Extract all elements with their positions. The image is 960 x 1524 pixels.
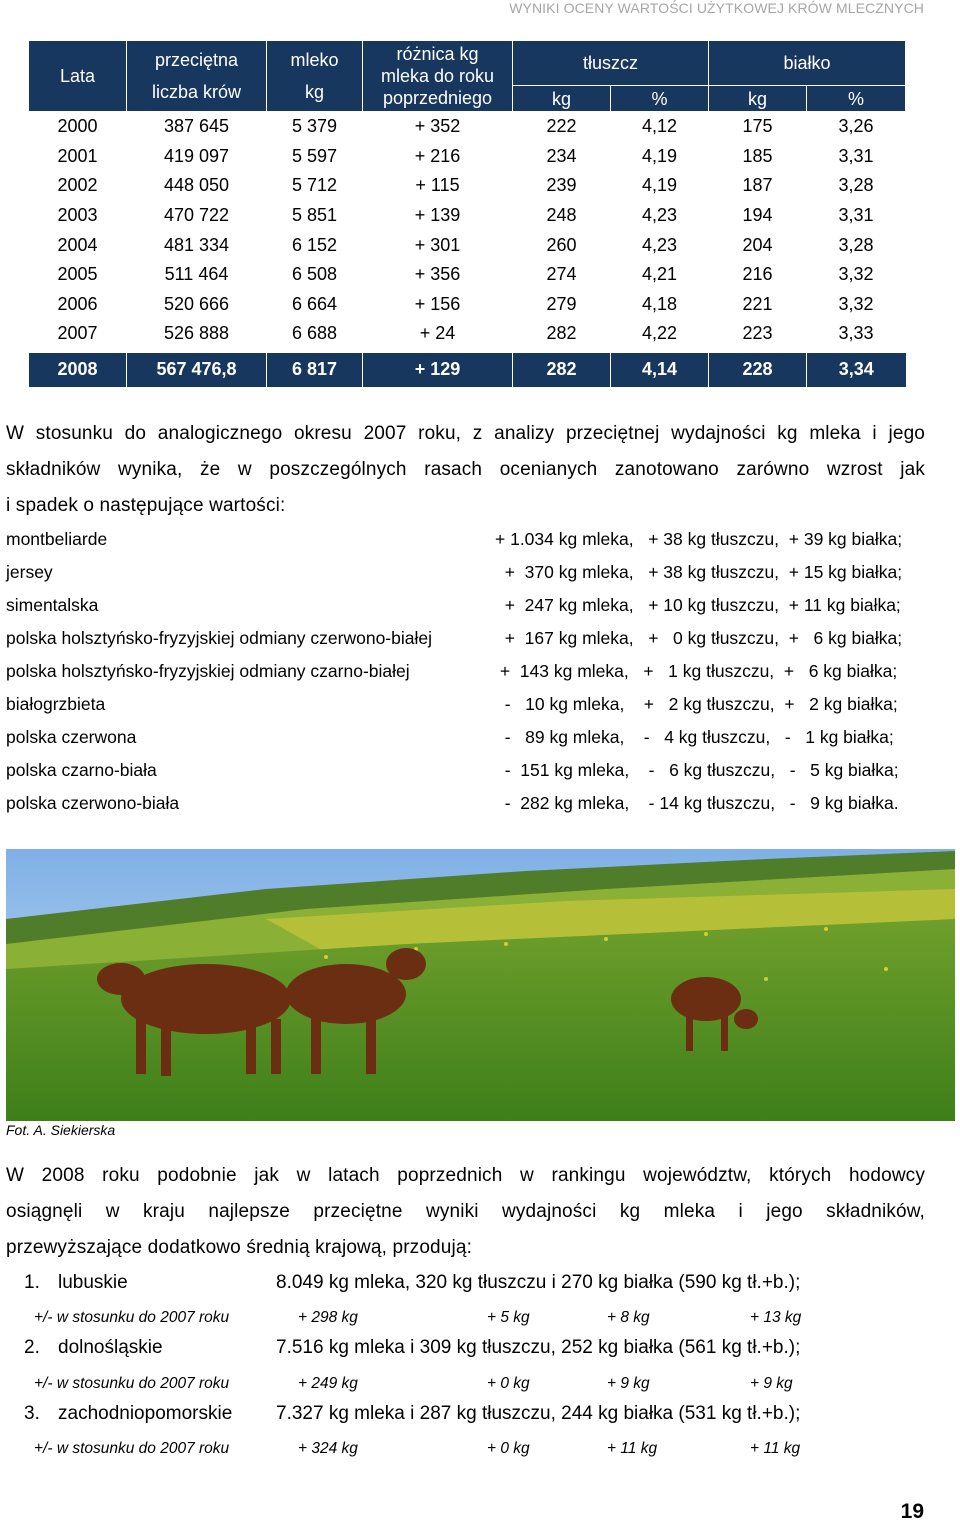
breed-values: + 370 kg mleka, + 38 kg tłuszczu, + 15 kg białka; (495, 562, 903, 582)
ranking-region: zachodniopomorskie (58, 1403, 233, 1424)
delta-fat-protein: + 11 kg (750, 1440, 801, 1457)
table-cell: 481 334 (163, 234, 230, 255)
table-cell: + 129 (363, 353, 513, 387)
table-cell: 221 (742, 293, 773, 314)
table-cell: 4,14 (611, 353, 709, 387)
table-cell: 5 597 (291, 145, 338, 166)
table-cell: + 139 (414, 205, 461, 226)
breed-name: polska holsztyńsko-fryzyjskiej odmiany czerwono-białej (6, 628, 432, 648)
breed-row (6, 523, 946, 556)
breed-values: - 151 kg mleka, - 6 kg tłuszczu, - 5 kg białka; (495, 760, 899, 780)
table-cell: + 115 (415, 175, 460, 196)
breed-values: - 89 kg mleka, - 4 kg tłuszczu, - 1 kg białka; (495, 727, 894, 747)
paragraph-ranking-line: W 2008 roku podobnie jak w latach poprzednich w rankingu województw, których hodowcy (6, 1165, 925, 1186)
breed-values: + 247 kg mleka, + 10 kg tłuszczu, + 11 kg białka; (495, 595, 901, 615)
table-cell: 387 645 (163, 116, 230, 137)
delta-label: +/- w stosunku do 2007 roku (34, 1375, 230, 1392)
table-cell: 6 152 (291, 234, 338, 255)
breed-values: - 10 kg mleka, + 2 kg tłuszczu, + 2 kg białka; (495, 694, 898, 714)
delta-label: +/- w stosunku do 2007 roku (34, 1440, 230, 1457)
table-cell: 234 (546, 145, 577, 166)
breed-row (6, 655, 946, 688)
table-cell: 5 851 (291, 205, 338, 226)
table-cell: 2006 (57, 293, 98, 314)
table-cell: 6 688 (291, 323, 338, 344)
header-fat-pct: % (611, 86, 709, 112)
breed-row (6, 721, 946, 754)
table-cell: 3,32 (838, 264, 874, 285)
table-cell: 3,31 (838, 145, 874, 166)
breed-values: + 1.034 kg mleka, + 38 kg tłuszczu, + 39 kg białka; (495, 529, 903, 549)
table-cell: 4,23 (641, 234, 678, 255)
delta-protein: + 8 kg (607, 1309, 650, 1326)
table-cell: 239 (546, 175, 577, 196)
paragraph-intro (6, 416, 925, 524)
breed-name: montbeliarde (6, 529, 108, 549)
breed-name: polska czarno-biała (6, 760, 157, 780)
header-protein-kg: kg (709, 86, 807, 112)
header-cow-count (127, 41, 267, 112)
table-cell: 5 379 (291, 116, 338, 137)
table-cell: + 216 (414, 145, 461, 166)
table-cell: 248 (546, 205, 577, 226)
cows-photo (6, 849, 955, 1121)
delta-fat: + 5 kg (487, 1309, 530, 1326)
table-cell: 419 097 (163, 145, 230, 166)
paragraph-ranking-line: osiągnęli w kraju najlepsze przeciętne wyniki wydajności kg mleka i jego składników, (6, 1201, 925, 1222)
table-cell: 526 888 (163, 323, 230, 344)
header-cow-count-top: przeciętna (154, 50, 239, 70)
table-cell: 222 (546, 116, 577, 137)
breed-name: polska czerwono-biała (6, 793, 180, 813)
table-cell: 2008 (29, 353, 127, 387)
table-row-2008 (29, 353, 906, 387)
header-milk-top: mleko (290, 50, 339, 70)
delta-milk: + 298 kg (298, 1309, 358, 1326)
breed-name: polska czerwona (6, 727, 137, 747)
table-row (29, 290, 906, 320)
table-cell: 6 508 (291, 264, 338, 285)
table-cell: 2003 (57, 205, 98, 226)
table-cell: 2002 (57, 175, 98, 196)
table-row (29, 201, 906, 231)
table-cell: 3,32 (838, 293, 874, 314)
table-cell: 3,26 (838, 116, 874, 137)
ranking-description: 7.327 kg mleka i 287 kg tłuszczu, 244 kg białka (531 kg tł.+b.); (276, 1403, 801, 1424)
table-cell: 5 712 (291, 175, 338, 196)
header-protein: białko (709, 41, 906, 86)
breed-name: jersey (6, 562, 53, 582)
header-years: Lata (29, 41, 127, 112)
delta-fat-protein: + 13 kg (750, 1309, 802, 1326)
ranking-description: 8.049 kg mleka, 320 kg tłuszczu i 270 kg białka (590 kg tł.+b.); (276, 1272, 801, 1293)
table-cell: 216 (742, 264, 773, 285)
table-cell: 175 (742, 116, 773, 137)
header-milk-bottom: kg (304, 82, 324, 102)
delta-milk: + 249 kg (298, 1375, 358, 1392)
table-row (29, 260, 906, 290)
breed-name: simentalska (6, 595, 99, 615)
paragraph-ranking-line: przewyższające dodatkowo średnią krajową, przodują: (6, 1237, 472, 1258)
table-cell: 2007 (57, 323, 98, 344)
paragraph-intro-line: W stosunku do analogicznego okresu 2007 roku, z analizy przeciętnej wydajności kg mleka i jego (6, 423, 925, 444)
breed-name: polska holsztyńsko-fryzyjskiej odmiany czarno-białej (6, 661, 410, 681)
ranking-number: 2. (24, 1337, 40, 1358)
ranking-number: 3. (24, 1403, 40, 1424)
table-row (29, 319, 906, 349)
breed-row (6, 589, 946, 622)
table-cell: 185 (742, 145, 773, 166)
table-cell: 260 (546, 234, 577, 255)
table-cell: 282 (513, 353, 611, 387)
breed-row (6, 688, 946, 721)
table-cell: 6 664 (291, 293, 338, 314)
table-cell: 448 050 (163, 175, 230, 196)
page-number: 19 (900, 1500, 924, 1523)
paragraph-intro-line: składników wynika, że w poszczególnych rasach ocenianych zanotowano zarówno wzrost jak (6, 459, 925, 480)
delta-protein: + 11 kg (607, 1440, 658, 1457)
table-cell: 2000 (57, 116, 98, 137)
table-cell: 3,33 (838, 323, 874, 344)
ranking-number: 1. (24, 1272, 40, 1293)
header-fat: tłuszcz (513, 41, 709, 86)
table-cell: 4,23 (641, 205, 678, 226)
table-cell: 2004 (57, 234, 98, 255)
table-cell: 279 (546, 293, 577, 314)
table-cell: 228 (709, 353, 807, 387)
delta-fat: + 0 kg (487, 1440, 530, 1457)
breed-row (6, 787, 946, 820)
breed-values: + 167 kg mleka, + 0 kg tłuszczu, + 6 kg białka; (495, 628, 903, 648)
table-cell: 4,21 (641, 264, 678, 285)
ranking-region: dolnośląskie (58, 1337, 163, 1358)
table-cell: 2001 (57, 145, 98, 166)
table-cell: 3,28 (838, 234, 874, 255)
header-milk-diff-2: mleka do roku (380, 66, 495, 86)
table-cell: + 352 (414, 116, 461, 137)
header-fat-kg: kg (513, 86, 611, 112)
photo-credit: Fot. A. Siekierska (6, 1122, 116, 1138)
ranking-region: lubuskie (58, 1272, 128, 1293)
header-milk-diff (363, 41, 513, 112)
table-cell: 4,19 (641, 145, 678, 166)
breed-row (6, 754, 946, 787)
table-row (29, 112, 906, 142)
delta-label: +/- w stosunku do 2007 roku (34, 1309, 230, 1326)
table-cell: 194 (742, 205, 773, 226)
header-milk (267, 41, 363, 112)
table-cell: + 301 (414, 234, 461, 255)
table-cell: 204 (742, 234, 773, 255)
breed-changes-list (6, 523, 946, 820)
table-cell: 223 (742, 323, 773, 344)
table-cell: 3,31 (838, 205, 874, 226)
delta-fat: + 0 kg (487, 1375, 530, 1392)
table-cell: 3,28 (838, 175, 874, 196)
ranking-description: 7.516 kg mleka i 309 kg tłuszczu, 252 kg białka (561 kg tł.+b.); (276, 1337, 801, 1358)
table-cell: 470 722 (163, 205, 230, 226)
delta-fat-protein: + 9 kg (750, 1375, 793, 1392)
table-cell: 4,12 (641, 116, 678, 137)
milk-yield-table (28, 40, 906, 387)
table-cell: + 356 (414, 264, 461, 285)
table-cell: 274 (546, 264, 577, 285)
paragraph-ranking-intro (6, 1158, 925, 1266)
table-cell: 187 (742, 175, 773, 196)
table-cell: 282 (546, 323, 577, 344)
breed-name: białogrzbieta (6, 694, 106, 714)
header-milk-diff-3: poprzedniego (382, 88, 493, 108)
header-protein-pct: % (807, 86, 906, 112)
table-cell: 4,19 (641, 175, 678, 196)
table-cell: + 156 (414, 293, 461, 314)
table-cell: 6 817 (267, 353, 363, 387)
table-cell: + 24 (419, 323, 456, 344)
table-cell: 4,18 (641, 293, 678, 314)
breed-values: + 143 kg mleka, + 1 kg tłuszczu, + 6 kg białka; (495, 661, 898, 681)
breed-row (6, 622, 946, 655)
breed-row (6, 556, 946, 589)
delta-protein: + 9 kg (607, 1375, 650, 1392)
header-cow-count-bottom: liczba krów (151, 82, 242, 102)
table-row (29, 171, 906, 201)
table-cell: 511 464 (164, 264, 229, 285)
paragraph-intro-line: i spadek o następujące wartości: (6, 495, 286, 516)
running-header: WYNIKI OCENY WARTOŚCI UŻYTKOWEJ KRÓW MLECZNYCH (509, 0, 924, 16)
table-cell: 4,22 (641, 323, 678, 344)
header-milk-diff-1: różnica kg (396, 44, 479, 64)
table-cell: 520 666 (163, 293, 230, 314)
table-cell: 567 476,8 (127, 353, 267, 387)
table-cell: 3,34 (807, 353, 906, 387)
table-row (29, 142, 906, 172)
delta-milk: + 324 kg (298, 1440, 358, 1457)
table-row (29, 230, 906, 260)
table-cell: 2005 (57, 264, 98, 285)
breed-values: - 282 kg mleka, - 14 kg tłuszczu, - 9 kg białka. (495, 793, 899, 813)
